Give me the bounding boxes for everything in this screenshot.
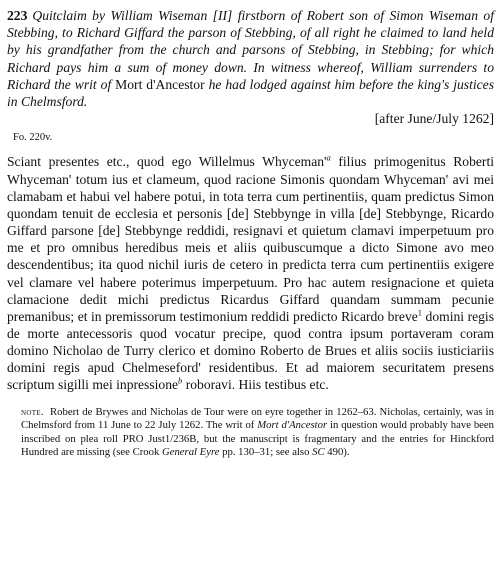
entry-date: [after June/July 1262]	[374, 111, 494, 127]
latin-text-part-3: domini regis de morte antecessoris quod vocatur precipe, quod contra ipsum portaveram coram domino Nicholao de Turry clerico et domino Roberto de Brues et aliis sociis iusticiariis domini regis apud Chelmeseford' residentibus. Et ad maiorem securitatem presens scriptum sigilli mei inpressione	[7, 308, 494, 393]
latin-text-part-4: roboravi. Hiis testibus etc.	[182, 377, 329, 393]
footnote-marker-1: 1	[417, 307, 423, 318]
latin-text-part-2: filius primogenitus Roberti Whyceman' totum ius et clameum, quod racione Simonis quondam Whyceman' avi mei clamabam et habui vel habere potui, in tota terra cum pertinentiis, quam predictus Simon quondam tenuit de ecclesia et personis [de] Stebbynge in villa [de] Stebbynge, Ricardo Giffard parsone [de] Stebbynge reddidi, resignavi et quietum clamavi imperpetuum pro me et pro omnibus heredibus meis et aliis quibuscumque a dicto Simone avo meo descendentibus; ita quod nichil iuris de cetero in predicta terra cum pertinentiis exigere vel clamare vel habere poterimus imperpetuum. Pro hac autem resignacione et quieta clamacione dedit michi predictus Ricardus Giffard quandam summam pecunie premanibus; et in premissorum testimonium reddidi predicto Ricardo breve	[7, 154, 495, 324]
note-reference-sc: SC	[312, 446, 325, 459]
latin-text	[7, 153, 494, 393]
note-writ-name: Mort d'Ancestor	[257, 419, 328, 432]
note-label: note.	[21, 405, 44, 418]
note-text-3: pp. 130–31; see also	[219, 446, 313, 459]
note-text-2: in question would probably have been inscribed on plea roll PRO Just1/236B, but the manuscript is fragmentary and the entries for Hinckford Hundred are missing (see Crook	[21, 419, 495, 459]
editorial-note	[21, 406, 494, 460]
note-text-1: Robert de Brywes and Nicholas de Tour were on eyre together in 1262–63. Nicholas, certainly, was in Chelmsford from 11 June to 22 July 1262. The writ of	[21, 405, 494, 432]
entry-number: 223	[7, 8, 28, 23]
latin-text-part-1: Sciant presentes etc., quod ego Willelmus Whyceman'	[7, 154, 327, 170]
summary-writ-name: Mort d'Ancestor	[115, 76, 205, 92]
footnote-marker-b: b	[178, 375, 183, 386]
entry-summary	[7, 7, 494, 110]
footnote-marker-a: a	[326, 152, 331, 163]
folio-reference: Fo. 220v.	[13, 132, 53, 144]
summary-text: Quitclaim by William Wiseman [II] firstborn of Robert son of Simon Wiseman of Stebbing, to Richard Giffard the parson of Stebbing, of all right he claimed to land held by his grandfather from the church and parsons of Stebbing, in Stebbing; for which Richard pays him a sum of money down. In witness whereof, William surrenders to Richard the writ of	[7, 8, 494, 92]
note-text-4: 490).	[324, 446, 350, 459]
note-reference-general-eyre: General Eyre	[161, 446, 220, 459]
summary-text-end: he had lodged against him before the king's justices in Chelmsford.	[7, 76, 494, 110]
